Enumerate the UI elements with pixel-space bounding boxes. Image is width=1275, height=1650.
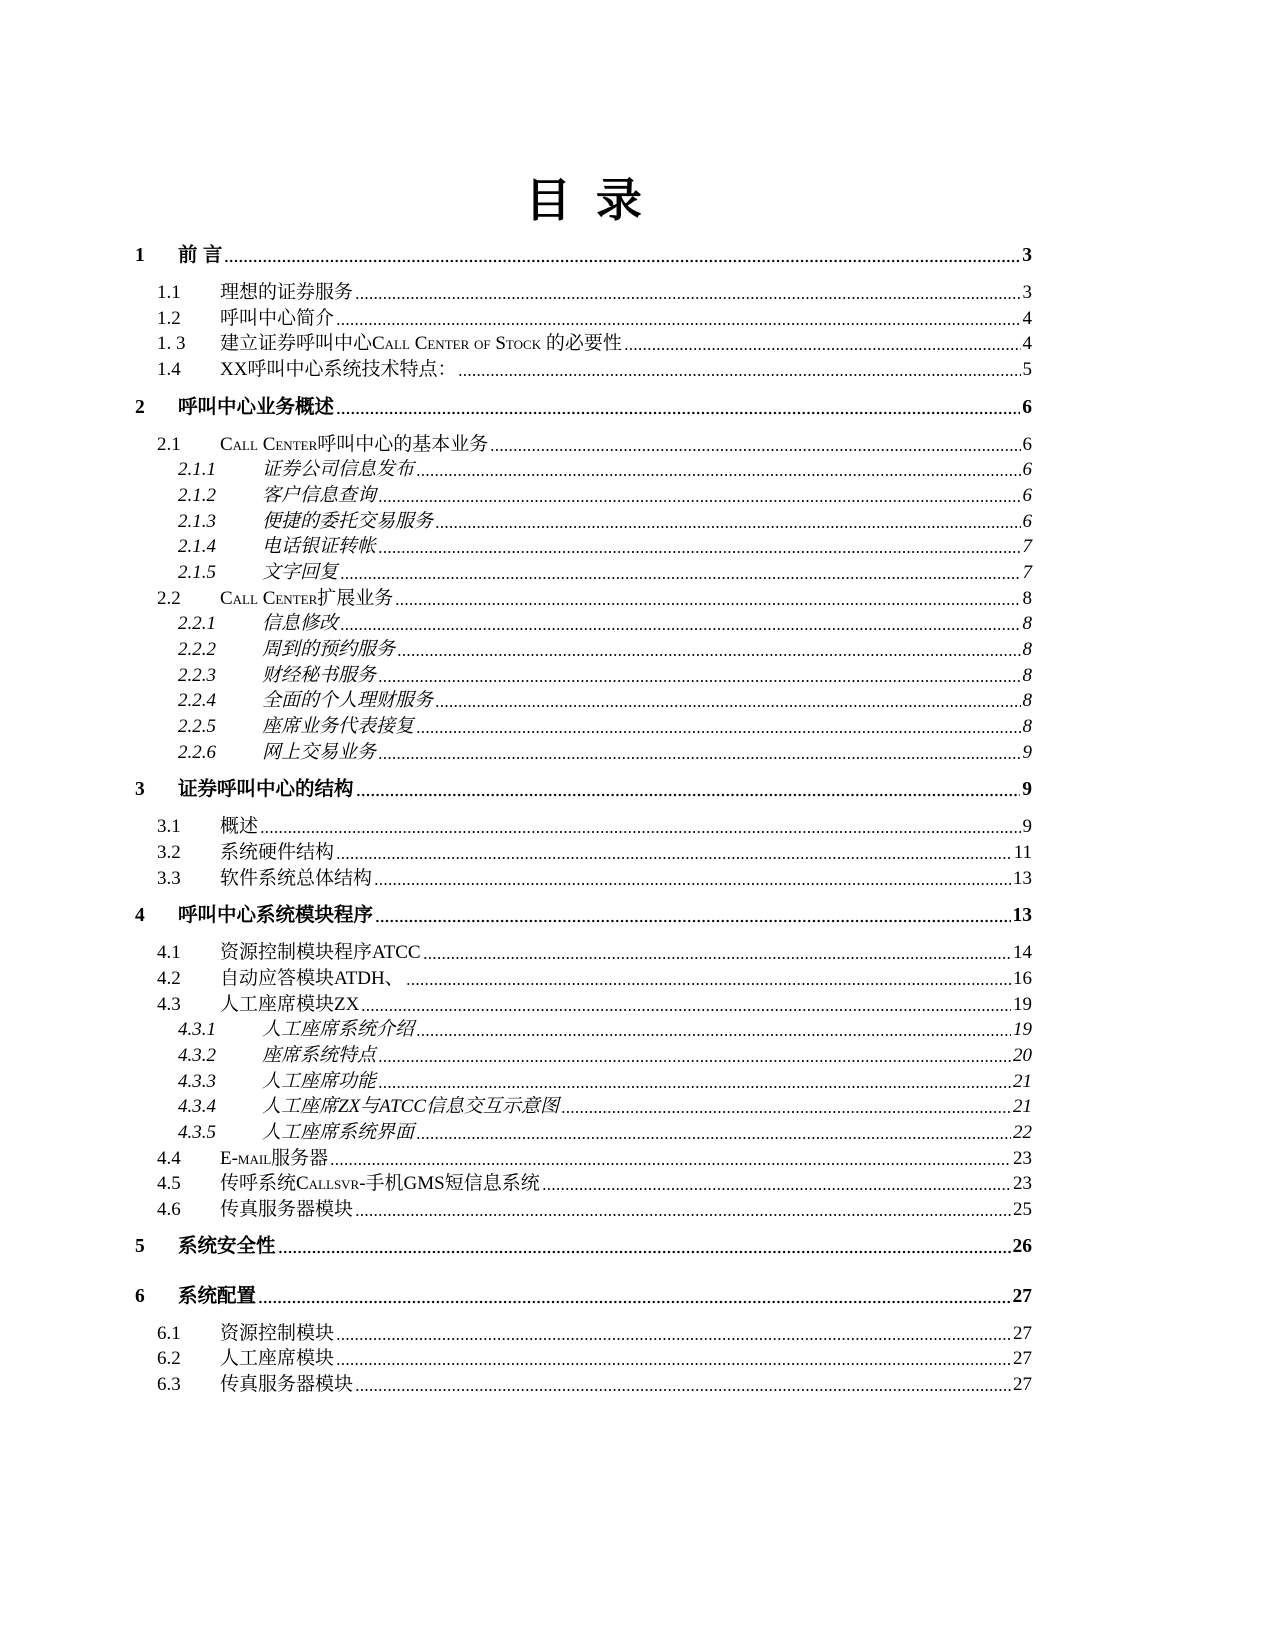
toc-entry-page-number: 6 [1022,510,1032,532]
toc-entry-number: 2.2.3 [178,664,216,686]
dot-leader [340,560,1020,586]
toc-entry-title: 传真服务器模块 [220,1198,354,1220]
toc-entry-page-number: 6 [1022,459,1032,481]
toc-entry-number: 3.2 [157,841,181,863]
toc-entry-number: 6 [135,1285,145,1307]
dot-leader [416,1120,1011,1146]
toc-entry[interactable] [135,331,1032,357]
dot-leader [355,1197,1011,1223]
toc-entry-title: E-mail服务器 [220,1147,329,1169]
toc-entry[interactable] [135,992,1032,1018]
toc-entry-number: 2.1 [157,433,181,455]
toc-entry-page-number: 19 [1013,993,1032,1015]
toc-entry-number: 4.3.3 [178,1070,216,1092]
toc-entry-number: 4 [135,905,145,927]
dot-leader [624,331,1021,357]
toc-entry[interactable] [135,483,1032,509]
dot-leader [336,1321,1011,1347]
toc-entry-title: 概述 [220,816,259,838]
toc-entry-title: 人工座席模块 [220,1348,335,1370]
toc-entry-page-number: 7 [1022,536,1032,558]
toc-entry-page-number: 23 [1013,1173,1032,1195]
toc-entry[interactable] [135,940,1032,966]
toc-entry[interactable] [135,586,1032,612]
toc-entry[interactable] [135,611,1032,637]
toc-entry-page-number: 8 [1022,587,1032,609]
toc-entry-page-number: 6 [1022,396,1032,418]
toc-entry-page-number: 8 [1022,664,1032,686]
toc-entry-title: Call Center扩展业务 [220,587,394,609]
toc-entry-title: 传真服务器模块 [220,1373,354,1395]
toc-entry-title: 证券呼叫中心的结构 [178,778,354,801]
toc-entry[interactable] [135,1043,1032,1069]
toc-entry-number: 2.1.3 [178,510,216,532]
toc-entry[interactable] [135,534,1032,560]
toc-entry-title: 呼叫中心系统模块程序 [178,904,374,927]
toc-entry-title: 系统硬件结构 [220,841,335,863]
toc-entry-page-number: 27 [1012,1285,1032,1307]
toc-entry-number: 5 [135,1236,145,1258]
toc-entry-page-number: 4 [1022,333,1032,355]
dot-leader [336,395,1020,421]
toc-entry[interactable] [135,231,1032,280]
toc-entry[interactable] [135,306,1032,332]
toc-entry-page-number: 13 [1012,905,1032,927]
toc-entry-number: 4.6 [157,1198,181,1220]
toc-entry[interactable] [135,688,1032,714]
toc-entry[interactable] [135,1120,1032,1146]
toc-entry[interactable] [135,663,1032,689]
toc-entry-number: 6.2 [157,1348,181,1370]
toc-entry[interactable] [135,509,1032,535]
toc-entry[interactable] [135,1372,1032,1398]
toc-entry-title: 系统配置 [178,1284,257,1307]
toc-entry-title: 理想的证券服务 [220,282,354,304]
toc-entry-number: 2.1.4 [178,536,216,558]
dot-leader [355,1372,1011,1398]
toc-entry-title: 文字回复 [262,562,339,584]
dot-leader [260,814,1020,840]
toc-entry-title: 呼叫中心简介 [220,307,335,329]
toc-entry-page-number: 7 [1022,562,1032,584]
toc-entry-title: 座席业务代表接复 [262,715,415,737]
toc-entry[interactable] [135,866,1032,892]
toc-entry-number: 3.1 [157,816,181,838]
toc-entry-page-number: 8 [1022,715,1032,737]
dot-leader [416,714,1020,740]
toc-entry-number: 2.1.1 [178,459,216,481]
toc-entry-page-number: 19 [1013,1019,1032,1041]
toc-entry[interactable] [135,383,1032,432]
page-title: 目 录 [525,174,642,226]
toc-entry-title: 前 言 [178,244,223,266]
toc-entry-page-number: 21 [1013,1096,1032,1118]
dot-leader [336,1346,1011,1372]
toc-entry-number: 1. 3 [157,333,186,355]
dot-leader [490,432,1020,458]
toc-entry-title: 座席系统特点 [262,1044,377,1066]
toc-entry[interactable] [135,432,1032,458]
toc-entry-page-number: 4 [1022,307,1032,329]
toc-entry[interactable] [135,891,1032,940]
toc-entry-title: 网上交易业务 [262,741,377,763]
toc-entry-page-number: 26 [1012,1236,1032,1258]
toc-entry-title: Call Center呼叫中心的基本业务 [220,433,489,455]
toc-entry-title: 人工座席ZX与ATCC信息交互示意图 [262,1096,559,1118]
toc-entry-number: 3 [135,779,145,801]
dot-leader [224,243,1020,269]
toc-entry-number: 4.3 [157,993,181,1015]
toc-entry[interactable] [135,714,1032,740]
toc-entry-number: 2.1.2 [178,485,216,507]
dot-leader [374,866,1011,892]
toc-entry-title: 电话银证转帐 [262,536,377,558]
toc-entry[interactable] [135,560,1032,586]
dot-leader [561,1094,1011,1120]
toc-entry-page-number: 16 [1013,968,1032,990]
toc-entry[interactable] [135,1321,1032,1347]
toc-entry-page-number: 25 [1013,1198,1032,1220]
toc-entry-title: 资源控制模块 [220,1322,335,1344]
toc-entry-title: 证券公司信息发布 [262,459,415,481]
toc-entry-number: 6.3 [157,1373,181,1395]
toc-entry-page-number: 22 [1013,1121,1032,1143]
toc-entry-number: 3.3 [157,867,181,889]
dot-leader [406,966,1011,992]
toc-entry-title: 财经秘书服务 [262,664,377,686]
dot-leader [378,740,1020,766]
dot-leader [336,306,1020,332]
toc-entry-page-number: 20 [1013,1044,1032,1066]
toc-entry-page-number: 6 [1022,433,1032,455]
toc-entry[interactable] [135,1017,1032,1043]
toc-entry-page-number: 21 [1013,1070,1032,1092]
toc-entry-title: 建立证券呼叫中心Call Center of Stock 的必要性 [220,333,622,355]
toc-entry-number: 4.5 [157,1173,181,1195]
dot-leader [397,637,1020,663]
dot-leader [378,483,1020,509]
toc-entry-number: 4.3.2 [178,1044,216,1066]
toc-entry-number: 4.3.5 [178,1121,216,1143]
toc-entry-number: 2.2.5 [178,715,216,737]
toc-entry-title: 呼叫中心业务概述 [178,395,335,418]
toc-entry-title: 信息修改 [262,613,339,635]
dot-leader [356,777,1021,803]
toc-entry-number: 4.1 [157,942,181,964]
dot-leader [378,663,1020,689]
dot-leader [542,1171,1011,1197]
dot-leader [336,840,1012,866]
toc-entry-number: 4.4 [157,1147,181,1169]
dot-leader [258,1284,1010,1310]
toc-entry-title: 客户信息查询 [262,485,377,507]
dot-leader [378,1069,1011,1095]
dot-leader [340,611,1020,637]
toc-entry[interactable] [135,1197,1032,1223]
toc-entry-number: 2 [135,396,145,418]
dot-leader [416,1017,1011,1043]
toc-entry-number: 6.1 [157,1322,181,1344]
dot-leader [416,457,1020,483]
toc-entry[interactable] [135,637,1032,663]
toc-entry[interactable] [135,1094,1032,1120]
toc-entry-page-number: 9 [1022,779,1032,801]
toc-entry-page-number: 8 [1022,613,1032,635]
toc-entry[interactable] [135,1222,1032,1271]
toc-entry-number: 2.2.4 [178,690,216,712]
toc-entry-number: 2.1.5 [178,562,216,584]
toc-entry-title: 周到的预约服务 [262,638,396,660]
dot-leader [375,903,1010,929]
toc-entry-number: 2.2.2 [178,638,216,660]
toc-entry-page-number: 3 [1022,245,1032,266]
dot-leader [458,357,1020,383]
toc-entry-number: 1 [135,245,145,266]
dot-leader [355,280,1020,306]
toc-entry-title: 软件系统总体结构 [220,867,373,889]
dot-leader [423,940,1011,966]
toc-entry-page-number: 14 [1013,942,1032,964]
toc-entry-title: 便捷的委托交易服务 [262,510,434,532]
toc-entry-number: 1.4 [157,359,181,381]
toc-entry-page-number: 11 [1013,841,1032,863]
dot-leader [435,509,1020,535]
dot-leader [361,992,1011,1018]
toc-entry-number: 2.2.1 [178,613,216,635]
toc-entry-number: 1.1 [157,282,181,304]
dot-leader [395,586,1020,612]
toc-entry-page-number: 13 [1013,867,1032,889]
toc-entry-number: 1.2 [157,307,181,329]
toc-entry-number: 2.2.6 [178,741,216,763]
toc-entry[interactable] [135,1272,1032,1321]
toc-entry-page-number: 27 [1013,1373,1032,1395]
toc-entry[interactable] [135,280,1032,306]
toc-entry-number: 2.2 [157,587,181,609]
toc-entry-title: 人工座席系统界面 [262,1121,415,1143]
toc-entry-title: 系统安全性 [178,1235,276,1258]
toc-entry-page-number: 5 [1022,359,1032,381]
toc-entry-title: XX呼叫中心系统技术特点： [220,359,457,381]
toc-entry[interactable] [135,840,1032,866]
toc-entry-page-number: 27 [1013,1322,1032,1344]
table-of-contents [135,231,1032,1398]
toc-entry-number: 4.3.1 [178,1019,216,1041]
toc-entry[interactable] [135,814,1032,840]
toc-entry-page-number: 9 [1022,741,1032,763]
toc-entry-page-number: 8 [1022,690,1032,712]
toc-entry-title: 人工座席模块ZX [220,993,360,1015]
toc-entry-page-number: 6 [1022,485,1032,507]
dot-leader [330,1146,1011,1172]
toc-entry-title: 人工座席系统介绍 [262,1019,415,1041]
toc-entry-number: 4.2 [157,968,181,990]
toc-entry-page-number: 3 [1022,282,1032,304]
toc-entry-page-number: 9 [1022,816,1032,838]
dot-leader [378,534,1020,560]
toc-entry-page-number: 23 [1013,1147,1032,1169]
toc-entry-title: 全面的个人理财服务 [262,690,434,712]
toc-entry[interactable] [135,1346,1032,1372]
toc-entry-title: 自动应答模块ATDH、 [220,968,404,990]
toc-entry-title: 人工座席功能 [262,1070,377,1092]
toc-entry[interactable] [135,740,1032,766]
toc-entry[interactable] [135,966,1032,992]
toc-entry[interactable] [135,457,1032,483]
toc-entry-page-number: 27 [1013,1348,1032,1370]
toc-entry[interactable] [135,357,1032,383]
dot-leader [278,1234,1011,1260]
toc-entry[interactable] [135,1171,1032,1197]
toc-entry-title: 传呼系统Callsvr-手机GMS短信息系统 [220,1173,540,1195]
toc-entry[interactable] [135,1069,1032,1095]
toc-entry-title: 资源控制模块程序ATCC [220,942,421,964]
toc-entry[interactable] [135,765,1032,814]
toc-entry-number: 4.3.4 [178,1096,216,1118]
dot-leader [378,1043,1011,1069]
dot-leader [435,688,1020,714]
toc-entry-page-number: 8 [1022,638,1032,660]
toc-entry[interactable] [135,1146,1032,1172]
